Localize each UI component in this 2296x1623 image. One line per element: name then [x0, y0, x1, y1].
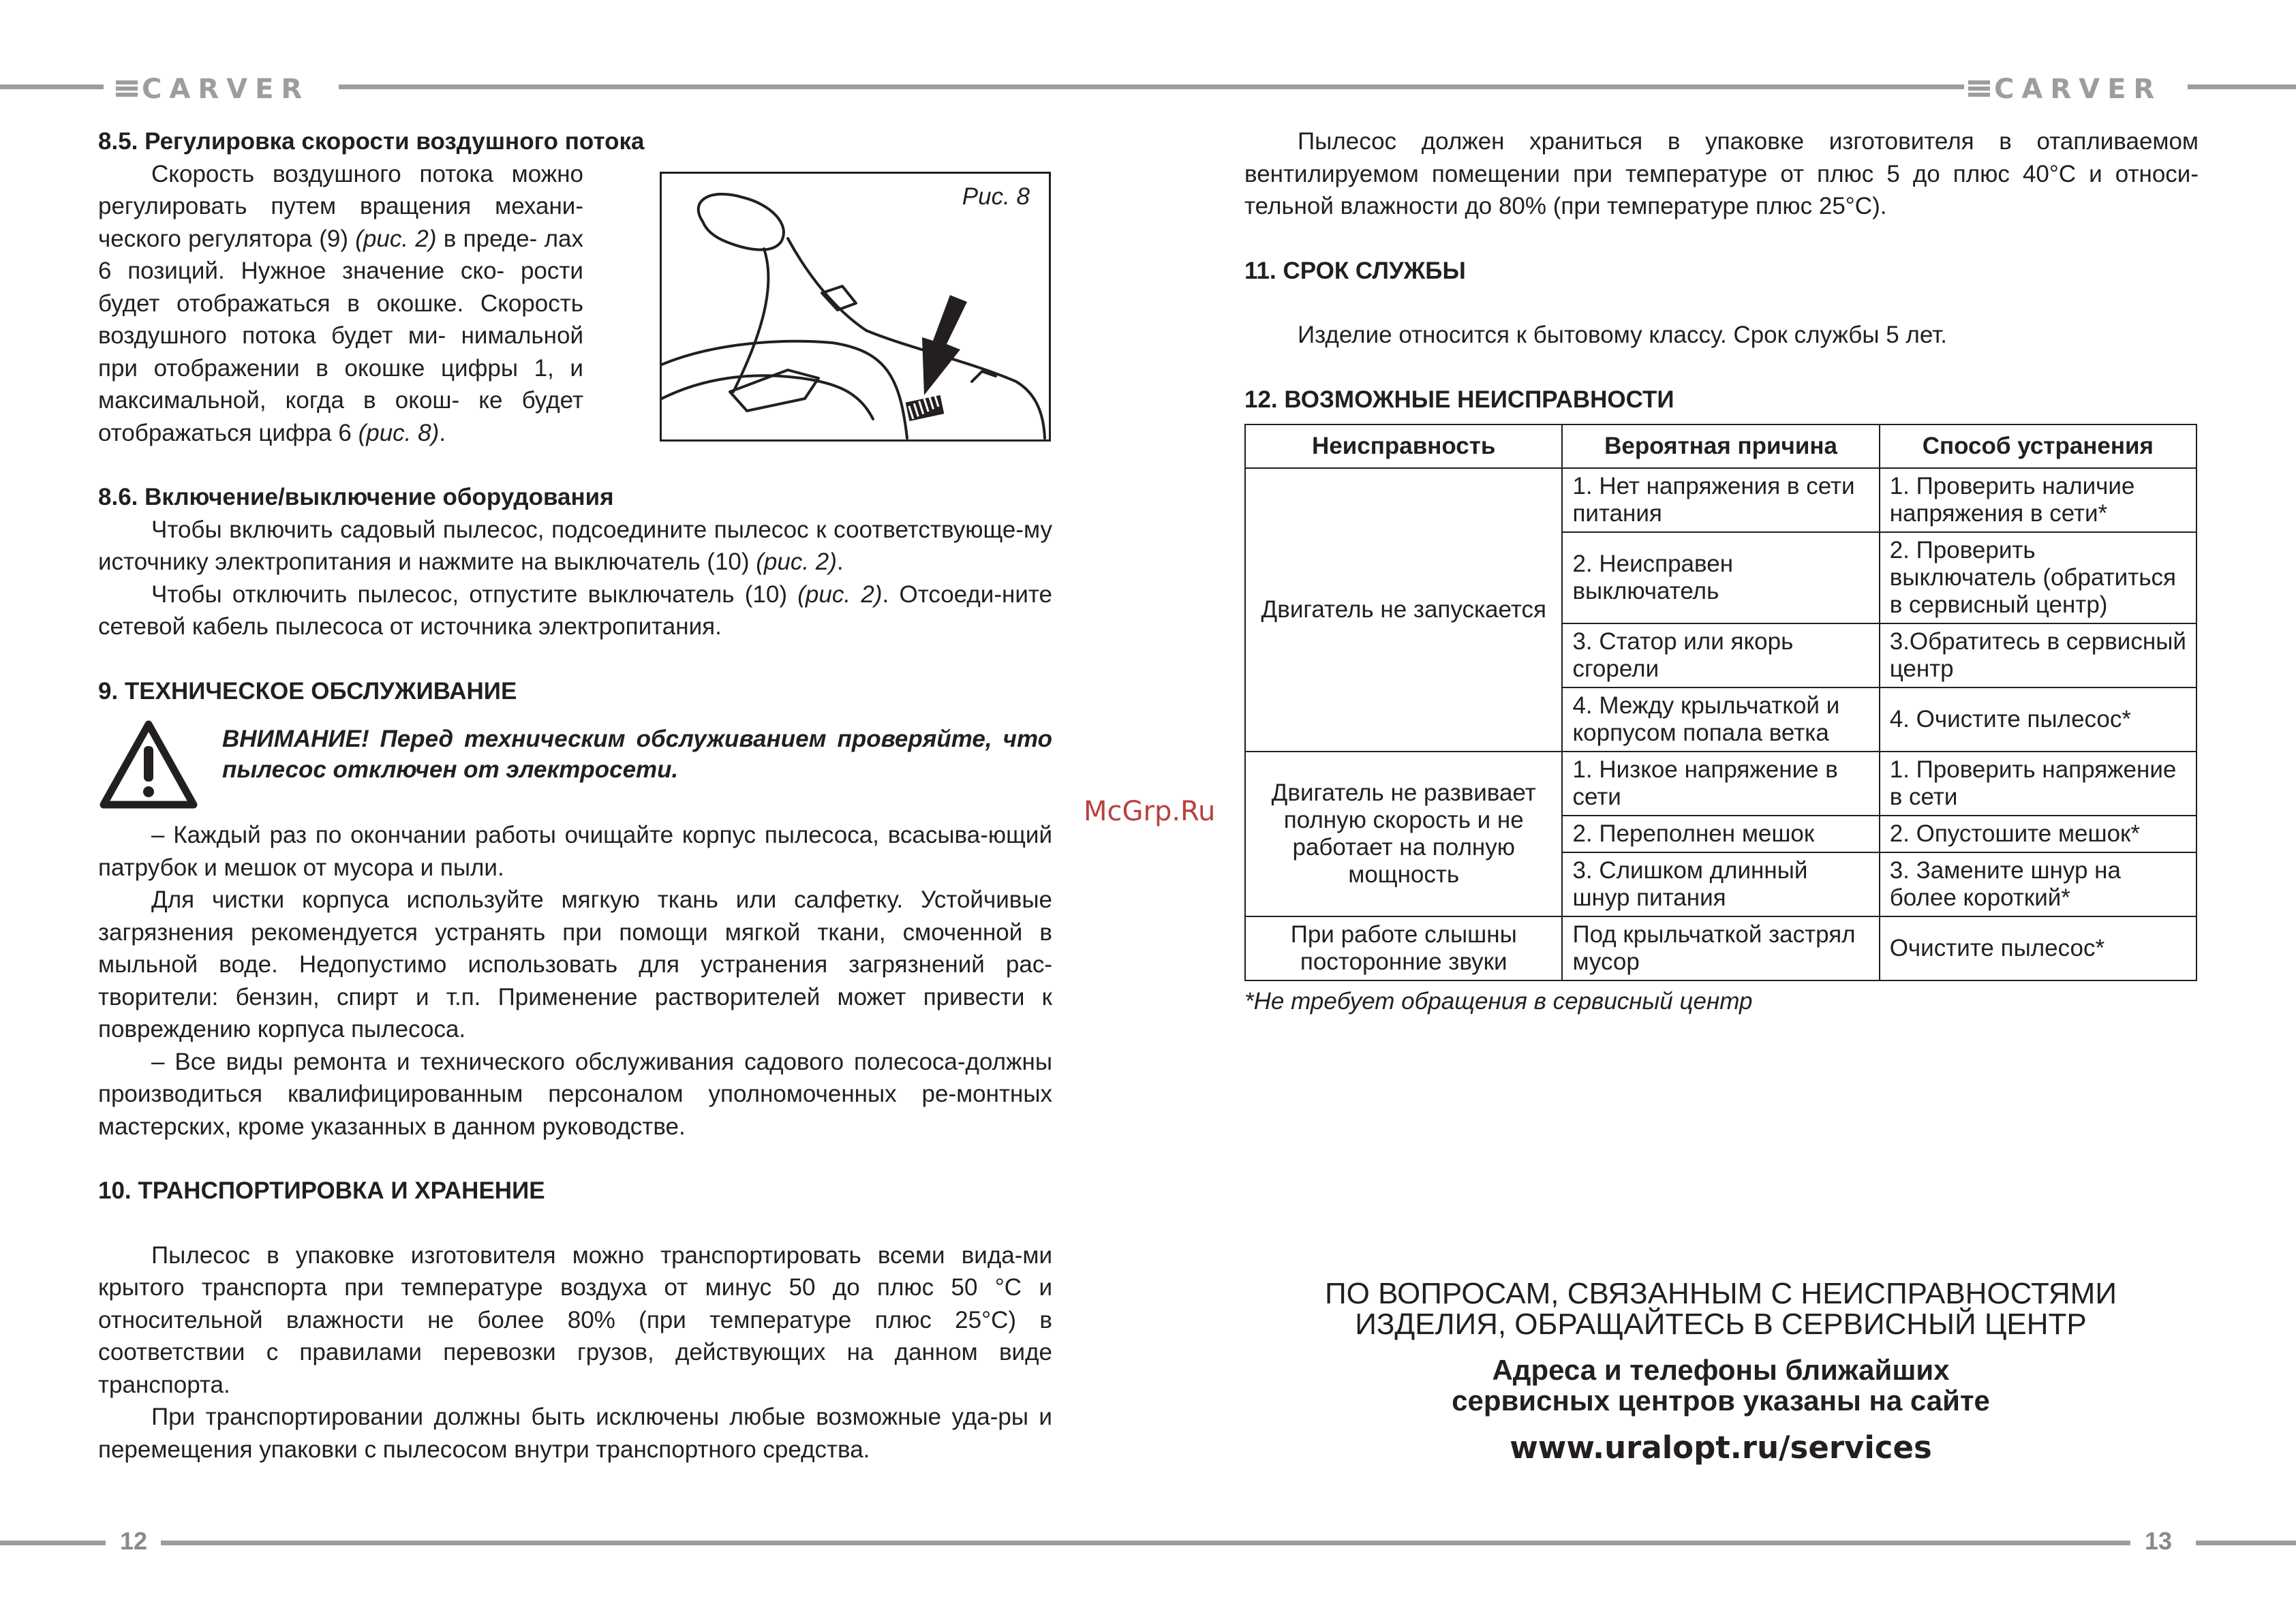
speed-dial-icon: [906, 393, 945, 421]
storage-paragraph: Пылесос должен храниться в упаковке изготовителя в отапливаемом вентилируемом помещении при температуре от плюс 5 до плюс 40°С и относи-тельной влажности до 80% (при температуре плюс 25°С).: [1244, 128, 2199, 219]
header-rule-middle: [339, 84, 1964, 89]
fix-cell: 3.Обратитесь в сервисный центр: [1880, 623, 2196, 687]
fix-cell: 4. Очистите пылесос*: [1880, 687, 2196, 752]
table-header-row: [1245, 424, 2196, 468]
section-10-title: 10. ТРАНСПОРТИРОВКА И ХРАНЕНИЕ: [98, 1177, 545, 1204]
warning-triangle-icon: [98, 719, 199, 810]
section-9-title: 9. ТЕХНИЧЕСКОЕ ОБСЛУЖИВАНИЕ: [98, 677, 517, 705]
watermark: McGrp.Ru: [1084, 796, 1216, 827]
brand-logo-right: CARVER: [1968, 74, 2162, 105]
contact-line-2: ИЗДЕЛИЯ, ОБРАЩАЙТЕСЬ В СЕРВИСНЫЙ ЦЕНТР: [1355, 1308, 2087, 1341]
cause-cell: Под крыльчаткой застрял мусор: [1562, 916, 1879, 980]
fix-cell: 2. Проверить выключатель (обратиться в сервисный центр): [1880, 532, 2196, 623]
section-9-paragraph-2: Для чистки корпуса используйте мягкую ткань или салфетку. Устойчивые загрязнения рекомендуется устранять при помощи мягкой ткани, смоченной в мыльной воде. Недопустимо использовать для устранения загрязнений рас-творители: бензин, спирт и т.п. Применение растворителей может привести к повреждению корпуса пылесоса.: [98, 886, 1052, 1042]
arrow-icon: [922, 295, 967, 395]
cause-cell: 3. Статор или якорь сгорели: [1562, 623, 1879, 687]
table-row: [1245, 916, 2196, 980]
cause-cell: 2. Неисправен выключатель: [1562, 532, 1879, 623]
fix-cell: Очистите пылесос*: [1880, 916, 2196, 980]
section-10-paragraph-2: При транспортировании должны быть исключены любые возможные уда-ры и перемещения упаковки с пылесосом внутри транспортного средства.: [98, 1404, 1052, 1463]
header-fix: Способ устранения: [1880, 424, 2196, 468]
header-rule-left: [0, 84, 104, 89]
warning-text: ВНИМАНИЕ! Перед техническим обслуживанием проверяйте, что пылесос отключен от электросети.: [222, 726, 1052, 783]
fix-cell: 2. Опустошите мешок*: [1880, 816, 2196, 852]
section-10-paragraph-1: Пылесос в упаковке изготовителя можно транспортировать всеми вида-ми крытого транспорта при температуре воздуха от минус 50 до плюс 50 °С и относительной влажности не более 80% (при температуре плюс 25°С) в соответствии с правилами перевозки грузов, действующих на данном виде транспорта.: [98, 1241, 1052, 1398]
header-rule-right: [2188, 84, 2296, 89]
figure-8: [660, 172, 1051, 442]
troubleshooting-table: [1244, 424, 2197, 981]
section-8-6-paragraph-1: Чтобы включить садовый пылесос, подсоедините пылесос к соответствующе-му источнику электропитания и нажмите на выключатель (10) (рис. 2).: [98, 516, 1052, 575]
page-number-right: 13: [2145, 1527, 2173, 1555]
figure-8-label: Рис. 8: [962, 183, 1030, 210]
footer-rule-middle: [161, 1541, 2130, 1545]
section-9-paragraph-1: – Каждый раз по окончании работы очищайте корпус пылесоса, всасыва-ющий патрубок и мешок от мусора и пыли.: [98, 822, 1052, 881]
footer-rule-left: [0, 1541, 106, 1545]
fix-cell: 1. Проверить наличие напряжения в сети*: [1880, 468, 2196, 532]
section-8-6-title: 8.6. Включение/выключение оборудования: [98, 484, 614, 510]
contact-line-1: ПО ВОПРОСАМ, СВЯЗАННЫМ С НЕИСПРАВНОСТЯМИ: [1325, 1277, 2117, 1310]
fix-cell: 3. Замените шнур на более короткий*: [1880, 852, 2196, 916]
section-8-5-text: Скорость воздушного потока можно регулировать путем вращения механи- ческого регулятора (9) (рис. 2) в преде- лах 6 позиций. Нужное значение ско- рости будет отображаться в окошке. Скорость воздушного потока будет ми- нимальной при отображении в окошке цифры 1, и максимальной, когда в окош- ке будет отображаться цифра 6 (рис. 8).: [98, 160, 584, 446]
section-8-5-title: 8.5. Регулировка скорости воздушного потока: [98, 128, 645, 155]
brand-logo-left: CARVER: [116, 74, 309, 105]
fault-cell: Двигатель не развивает полную скорость и не работает на полную мощность: [1245, 752, 1562, 916]
header-fault: Неисправность: [1245, 424, 1562, 468]
table-row: [1245, 468, 2196, 532]
section-9-paragraph-3: – Все виды ремонта и технического обслуживания садового полесоса-должны производиться квалифицированным персоналом уполномоченных ре-монтных мастерских, кроме указанных в данном руководстве.: [98, 1048, 1052, 1140]
fault-cell: Двигатель не запускается: [1245, 468, 1562, 752]
table-row: [1245, 752, 2196, 816]
section-11-title: 11. СРОК СЛУЖБЫ: [1244, 257, 1466, 284]
cause-cell: 2. Переполнен мешок: [1562, 816, 1879, 852]
cause-cell: 3. Слишком длинный шнур питания: [1562, 852, 1879, 916]
cause-cell: 1. Низкое напряжение в сети: [1562, 752, 1879, 816]
vacuum-handle-illustration: [662, 174, 1049, 439]
table-footnote: *Не требует обращения в сервисный центр: [1244, 988, 1753, 1015]
service-contact-block: [1227, 1278, 2215, 1465]
footer-rule-right: [2196, 1541, 2296, 1545]
cause-cell: 1. Нет напряжения в сети питания: [1562, 468, 1879, 532]
cause-cell: 4. Между крыльчаткой и корпусом попала ветка: [1562, 687, 1879, 752]
section-11-text: Изделие относится к бытовому классу. Срок службы 5 лет.: [1298, 322, 1948, 348]
section-8-6-paragraph-2: Чтобы отключить пылесос, отпустите выключатель (10) (рис. 2). Отсоеди-ните сетевой кабель пылесоса от источника электропитания.: [98, 581, 1052, 640]
page-number-left: 12: [120, 1527, 148, 1555]
contact-bold-line-1: Адреса и телефоны ближайших: [1492, 1354, 1950, 1386]
fix-cell: 1. Проверить напряжение в сети: [1880, 752, 2196, 816]
header-cause: Вероятная причина: [1562, 424, 1879, 468]
contact-bold-line-2: сервисных центров указаны на сайте: [1452, 1385, 1990, 1417]
service-url-link[interactable]: www.uralopt.ru/services: [1510, 1429, 1932, 1466]
section-12-title: 12. ВОЗМОЖНЫЕ НЕИСПРАВНОСТИ: [1244, 386, 1674, 413]
fault-cell: При работе слышны посторонние звуки: [1245, 916, 1562, 980]
right-column: [1244, 125, 2199, 1018]
